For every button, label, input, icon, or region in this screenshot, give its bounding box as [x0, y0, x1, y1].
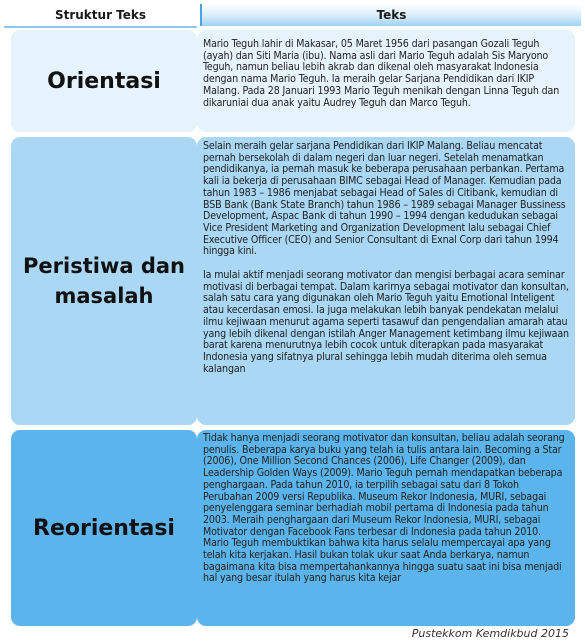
section-reorientasi [4, 430, 581, 626]
source-credit: Pustekkom Kemdikbud 2015 [411, 627, 569, 640]
label-orientasi: Orientasi [11, 30, 197, 132]
section-peristiwa [4, 137, 581, 425]
label-peristiwa: Peristiwa dan masalah [11, 137, 197, 425]
paragraph-reorientasi-1: Tidak hanya menjadi seorang motivator dan konsultan, beliau adalah seorang penulis. Beberapa karya buku yang telah ia tulis antara lain. Becoming a Star (2006), One Million Second Chances (2006), Life Changer (2009), dan Leadership Golden Ways (2009). Mario Teguh pernah mendapatkan beberapa penghargaan. Pada tahun 2010, ia terpilih sebagai satu dari 8 Tokoh Perubahan 2009 versi Republika. Museum Rekor Indonesia, MURI, sebagai penyelenggara seminar berhadiah mobil pertama di Indonesia pada tahun 2003. Meraih penghargaan dari Museum Rekor Indonesia, MURI, sebagai Motivator dengan Facebook Fans terbesar di Indonesia pada tahun 2010. Mario Teguh membuktikan bahwa kita harus selalu mempercayai apa yang telah kita kerjakan. Hasil bukan tolak ukur saat Anda berkarya, namun bagaimana kita bisa mempertahankannya hingga suatu saat ini bisa menjadi hal yang besar itulah yang harus kita kejar [203, 432, 565, 585]
paragraph-orientasi-1: Mario Teguh lahir di Makasar, 05 Maret 1956 dari pasangan Gozali Teguh (ayah) dan Siti Maria (ibu). Nama asli dari Mario Teguh adalah Sis Maryono Teguh, namun beliau lebih akrab dan dikenal oleh masyarakat Indonesia dengan nama Mario Teguh. Ia meraih gelar Sarjana Pendidikan dari IKIP Malang. Pada 28 Januari 1993 Mario Teguh menikah dengan Linna Teguh dan dikaruniai dua anak yaitu Audrey Teguh dan Marco Teguh. [203, 38, 560, 109]
header-teks: Teks [200, 4, 581, 26]
paragraph-peristiwa-2: Ia mulai aktif menjadi seorang motivator dan mengisi berbagai acara seminar motivasi di berbagai tempat. Dalam karirnya sebagai motivator dan konsultan, salah satu cara yang digunakan oleh Mario Teguh yaitu Emotional Inteligent atau kecerdasan emosi. Ia juga melakukan lebih banyak pendekatan melalui ilmu kejiwaan menurut agama seperti tasawuf dan pengendalian amarah atau yang lebih dikenal dengan istilah Anger Management ketimbang ilmu kejiwaan barat karena menurutnya lebih cocok untuk diterapkan pada masyarakat Indonesia yang sifatnya plural sehingga lebih mudah diterima oleh semua kalangan [203, 269, 569, 375]
text-peristiwa [197, 137, 575, 425]
paragraph-peristiwa-1: Selain meraih gelar sarjana Pendidikan dari IKIP Malang. Beliau mencatat pernah bersekolah di dalam negeri dan luar negeri. Setelah menamatkan pendidikanya, ia pernah masuk ke beberapa perusahaan perbankan. Pertama kali ia bekerja di perusahaan BIMC sebagai Head of Manager. Kemudian pada tahun 1983 – 1986 menjabat sebagai Head of Sales di Citibank, kemudian di BSB Bank (Bank State Branch) tahun 1986 – 1989 sebagai Manager Bussiness Development, Aspac Bank di tahun 1990 – 1994 dengan kedudukan sebagai Vice President Marketing and Organization Development lalu sebagai Chief Executive Officer (CEO) and Senior Consultant di Exnal Corp dari tahun 1994 hingga kini. [203, 140, 566, 258]
header-struktur-teks: Struktur Teks [4, 4, 197, 28]
section-orientasi [4, 30, 581, 132]
label-reorientasi: Reorientasi [11, 430, 197, 626]
text-orientasi [197, 30, 575, 132]
text-reorientasi [197, 430, 575, 626]
table-header [4, 4, 581, 26]
